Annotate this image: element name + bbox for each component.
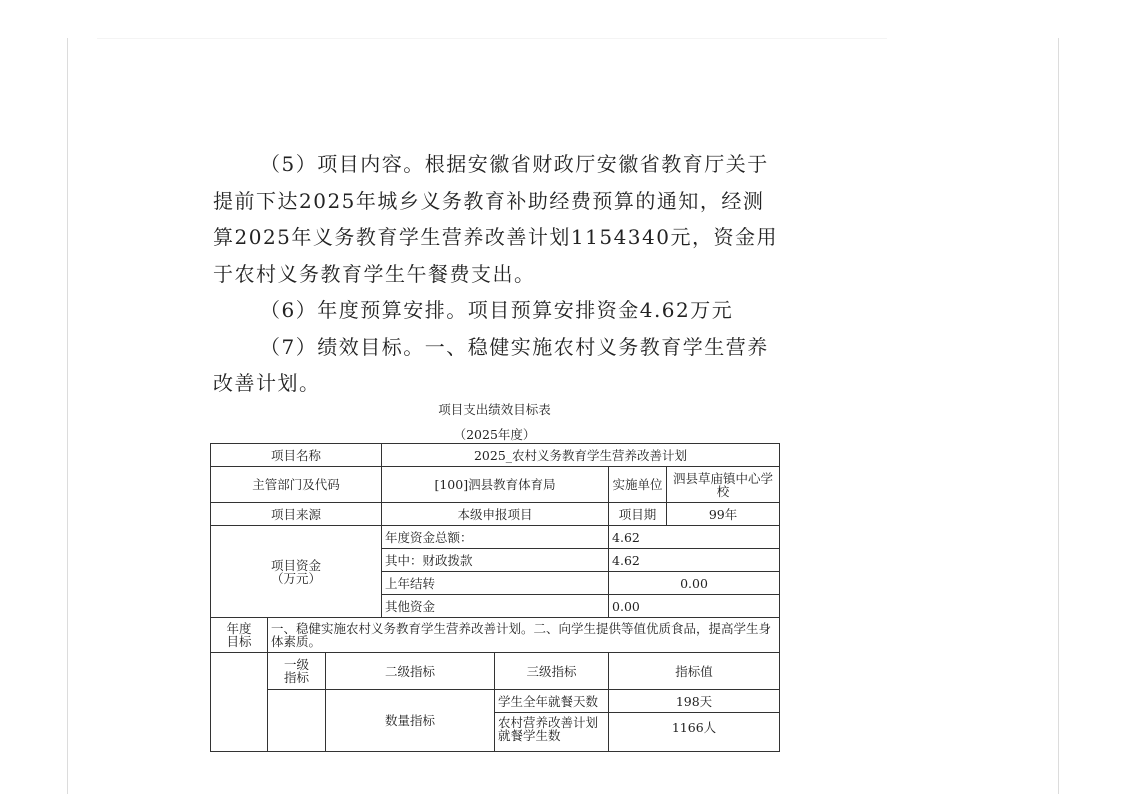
dept-label: 主管部门及代码 <box>211 467 382 503</box>
level1-blank-cell <box>268 690 326 752</box>
header-level2: 二级指标 <box>326 653 495 690</box>
paragraph-performance-goal: （7）绩效目标。一、稳健实施农村义务教育学生营养改善计划。 <box>213 334 769 395</box>
funds-carry-label: 上年结转 <box>382 572 609 595</box>
indicator-value: 198天 <box>609 690 780 713</box>
indicator-name: 农村营养改善计划就餐学生数 <box>495 713 609 752</box>
header-level3: 三级指标 <box>495 653 609 690</box>
funds-total-label: 年度资金总额： <box>382 526 609 549</box>
header-level1: 一级 指标 <box>268 653 326 690</box>
page-top-edge <box>97 38 887 39</box>
impl-unit-label: 实施单位 <box>609 467 667 503</box>
funds-total-value: 4.62 <box>609 526 780 549</box>
performance-target-table <box>210 443 780 752</box>
funds-carry-value: 0.00 <box>609 572 780 595</box>
project-name-value: 2025_农村义务教育学生营养改善计划 <box>382 444 780 467</box>
table-row <box>211 467 780 503</box>
indicator-name: 学生全年就餐天数 <box>495 690 609 713</box>
table-row <box>211 618 780 653</box>
dept-value: [100]泗县教育体育局 <box>382 467 609 503</box>
paragraph-annual-budget: （6）年度预算安排。项目预算安排资金4.62万元 <box>260 298 734 322</box>
table-row <box>211 653 780 690</box>
period-label: 项目期 <box>609 503 667 526</box>
table-title: 项目支出绩效目标表 <box>438 402 551 417</box>
table-year: （2025年度） <box>453 427 536 442</box>
page-border-right <box>1058 38 1059 794</box>
table-row <box>211 690 780 713</box>
header-value: 指标值 <box>609 653 780 690</box>
source-value: 本级申报项目 <box>382 503 609 526</box>
funds-fiscal-value: 4.62 <box>609 549 780 572</box>
project-name-label: 项目名称 <box>211 444 382 467</box>
annual-goal-label: 年度 目标 <box>211 618 268 653</box>
table-row <box>211 444 780 467</box>
source-label: 项目来源 <box>211 503 382 526</box>
indicator-value: 1166人 <box>609 713 780 752</box>
indicator-blank-cell <box>211 653 268 752</box>
page-border-left <box>67 38 68 794</box>
table-row <box>211 526 780 549</box>
period-value: 99年 <box>667 503 780 526</box>
funds-fiscal-label: 其中：财政拨款 <box>382 549 609 572</box>
impl-unit-value: 泗县草庙镇中心学校 <box>667 467 780 503</box>
funds-other-label: 其他资金 <box>382 595 609 618</box>
table-row <box>211 503 780 526</box>
quantity-indicator-label: 数量指标 <box>326 690 495 752</box>
paragraph-project-content: （5）项目内容。根据安徽省财政厅安徽省教育厅关于提前下达2025年城乡义务教育补助经费预算的通知，经测算2025年义务教育学生营养改善计划1154340元，资金用于农村义务教育学生午餐费支出。 <box>213 152 778 286</box>
annual-goal-text: 一、稳健实施农村义务教育学生营养改善计划。二、向学生提供等值优质食品，提高学生身体素质。 <box>268 618 780 653</box>
funds-other-value: 0.00 <box>609 595 780 618</box>
funds-label: 项目资金 （万元） <box>211 526 382 618</box>
body-text <box>213 146 783 402</box>
